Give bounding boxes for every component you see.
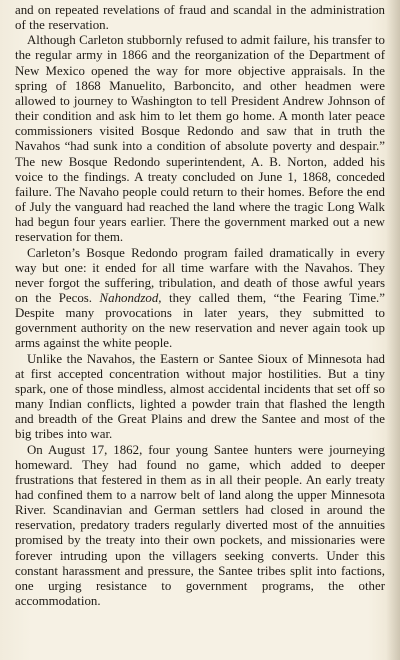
paragraph-2: Although Carleton stubbornly refused to admit failure, his transfer to the regular army in 1866 and the reorganization of the Department of New Mexico opened the way for more objective appraisals. In the spring of 1868 Manuelito, Barboncito, and other headmen were allowed to journey to Washington to tell President Andrew Johnson of their condition and ask him to let them go home. A month later peace commissioners visited Bosque Redondo and saw that in truth the Navahos “had sunk into a condition of absolute poverty and despair.” The new Bosque Redondo superintendent, A. B. Norton, added his voice to the findings. A treaty concluded on June 1, 1868, conceded failure. The Navaho people could return to their homes. Before the end of July the vanguard had reached the land where the tragic Long Walk had begun four years earlier. There the government marked out a new reservation for them. bbox=[15, 33, 385, 245]
paragraph-3 bbox=[15, 246, 385, 352]
paragraph-3-italic-term: Nahondzod, bbox=[99, 290, 162, 305]
paragraph-1: and on repeated revelations of fraud and scandal in the administration of the reservation. bbox=[15, 3, 385, 33]
page-text bbox=[15, 3, 385, 609]
paragraph-3-before: Carleton’s Bosque Redondo program failed dramatically in every way but one: it ended for all time warfare with the Navahos. They never forgot the suffering, tribulation, and death of those awful years on the Pecos. bbox=[15, 245, 385, 305]
paragraph-3-after: they called them, “the Fearing Time.” Despite many provocations in later years, they submitted to government authority on the new reservation and never again took up arms against the white people. bbox=[15, 290, 385, 351]
paragraph-4: Unlike the Navahos, the Eastern or Santee Sioux of Minnesota had at first accepted concentration without major hostilities. But a tiny spark, one of those mindless, almost accidental incidents that set off so many Indian conflicts, lighted a powder train that flashed the length and breadth of the Great Plains and drew the Santee and most of the big tribes into war. bbox=[15, 351, 385, 442]
paragraph-5: On August 17, 1862, four young Santee hunters were journeying homeward. They had found no game, which added to deeper frustrations that festered in them as in all their people. An early treaty had confined them to a narrow belt of land along the upper Minnesota River. Scandinavian and German settlers had closed in around the reservation, predatory traders regularly diverted most of the annuities promised by the treaty into their own pockets, and missionaries were forever intruding upon the villagers seeking converts. Under this constant harassment and pressure, the Santee tribes split into factions, one urging resistance to government programs, the other accommodation. bbox=[15, 442, 385, 609]
page-edge-shadow bbox=[386, 0, 400, 660]
